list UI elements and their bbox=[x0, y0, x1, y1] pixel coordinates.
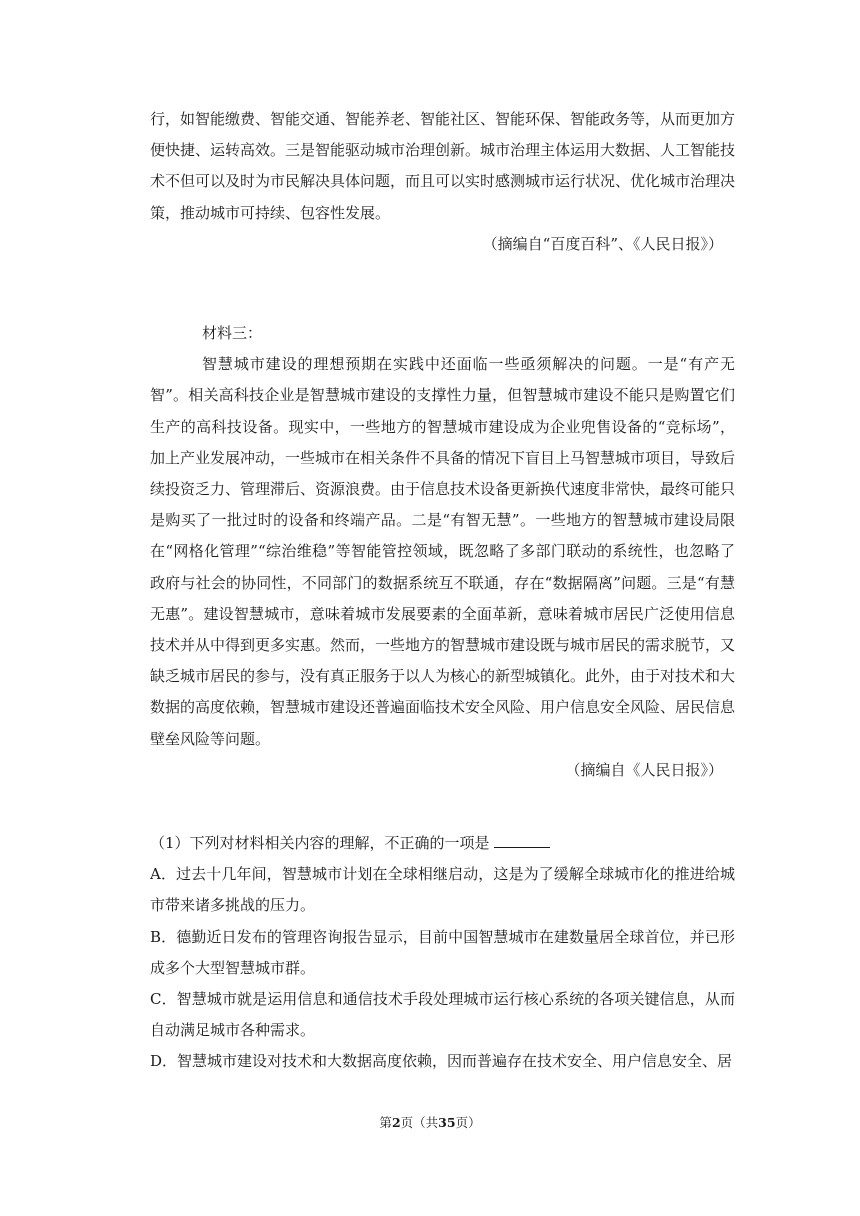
footer-middle: 页（共 bbox=[400, 1115, 439, 1130]
footer-page-number: 2 bbox=[391, 1115, 401, 1130]
option-c: C．智慧城市就是运用信息和通信技术手段处理城市运行核心系统的各项关键信息，从而自动满足城市各种需求。 bbox=[150, 990, 735, 1040]
material3-label: 材料三： bbox=[202, 324, 263, 343]
question-stem bbox=[150, 828, 735, 859]
option-a: A．过去十几年间，智慧城市计划在全球相继启动，这是为了缓解全球城市化的推进给城市带来诸多挑战的压力。 bbox=[150, 865, 735, 915]
footer-prefix: 第 bbox=[379, 1115, 392, 1130]
material3-paragraph: 智慧城市建设的理想预期在实践中还面临一些亟须解决的问题。一是“有产无智”。相关高科技企业是智慧城市建设的支撑性力量，但智慧城市建设不能只是购置它们生产的高科技设备。现实中，一些地方的智慧城市建设成为企业兜售设备的“竞标场”，加上产业发展冲动，一些城市在相关条件不具备的情况下盲目上马智慧城市项目，导致后续投资乏力、管理滞后、资源浪费。由于信息技术设备更新换代速度非常快，最终可能只是购买了一批过时的设备和终端产品。二是“有智无慧”。一些地方的智慧城市建设局限在“网格化管理”“综治维稳”等智能管控领域，既忽略了多部门联动的系统性，也忽略了政府与社会的协同性，不同部门的数据系统互不联通，存在“数据隔离”问题。三是“有慧无惠”。建设智慧城市，意味着城市发展要素的全面革新，意味着城市居民广泛使用信息技术并从中得到更多实惠。然而，一些地方的智慧城市建设既与城市居民的需求脱节，又缺乏城市居民的参与，没有真正服务于以人为核心的新型城镇化。此外，由于对技术和大数据的高度依赖，智慧城市建设还普遍面临技术安全风险、用户信息安全风险、居民信息壁垒风险等问题。 bbox=[150, 355, 736, 748]
option-b: B．德勤近日发布的管理咨询报告显示，目前中国智慧城市在建数量居全球首位，并已形成多个大型智慧城市群。 bbox=[150, 927, 735, 977]
option-d: D．智慧城市建设对技术和大数据高度依赖，因而普遍存在技术安全、用户信息安全、居 bbox=[150, 1052, 733, 1071]
material3-source: （摘编自《人民日报》） bbox=[565, 760, 723, 779]
footer-total-pages: 35 bbox=[438, 1115, 456, 1130]
material2-tail-paragraph: 行，如智能缴费、智能交通、智能养老、智能社区、智能环保、智能政务等，从而更加方便快捷、运转高效。三是智能驱动城市治理创新。城市治理主体运用大数据、人工智能技术不但可以及时为市民解决具体问题，而且可以实时感测城市运行状况、优化城市治理决策，推动城市可持续、包容性发展。 bbox=[150, 110, 736, 222]
answer-blank bbox=[494, 833, 550, 848]
material2-source: （摘编自“百度百科”、《人民日报》） bbox=[482, 234, 723, 253]
footer-suffix: 页） bbox=[455, 1115, 481, 1130]
question-stem-text: （1）下列对材料相关内容的理解，不正确的一项是 bbox=[150, 834, 490, 853]
page-footer bbox=[0, 1113, 860, 1131]
page-content bbox=[150, 104, 735, 1078]
